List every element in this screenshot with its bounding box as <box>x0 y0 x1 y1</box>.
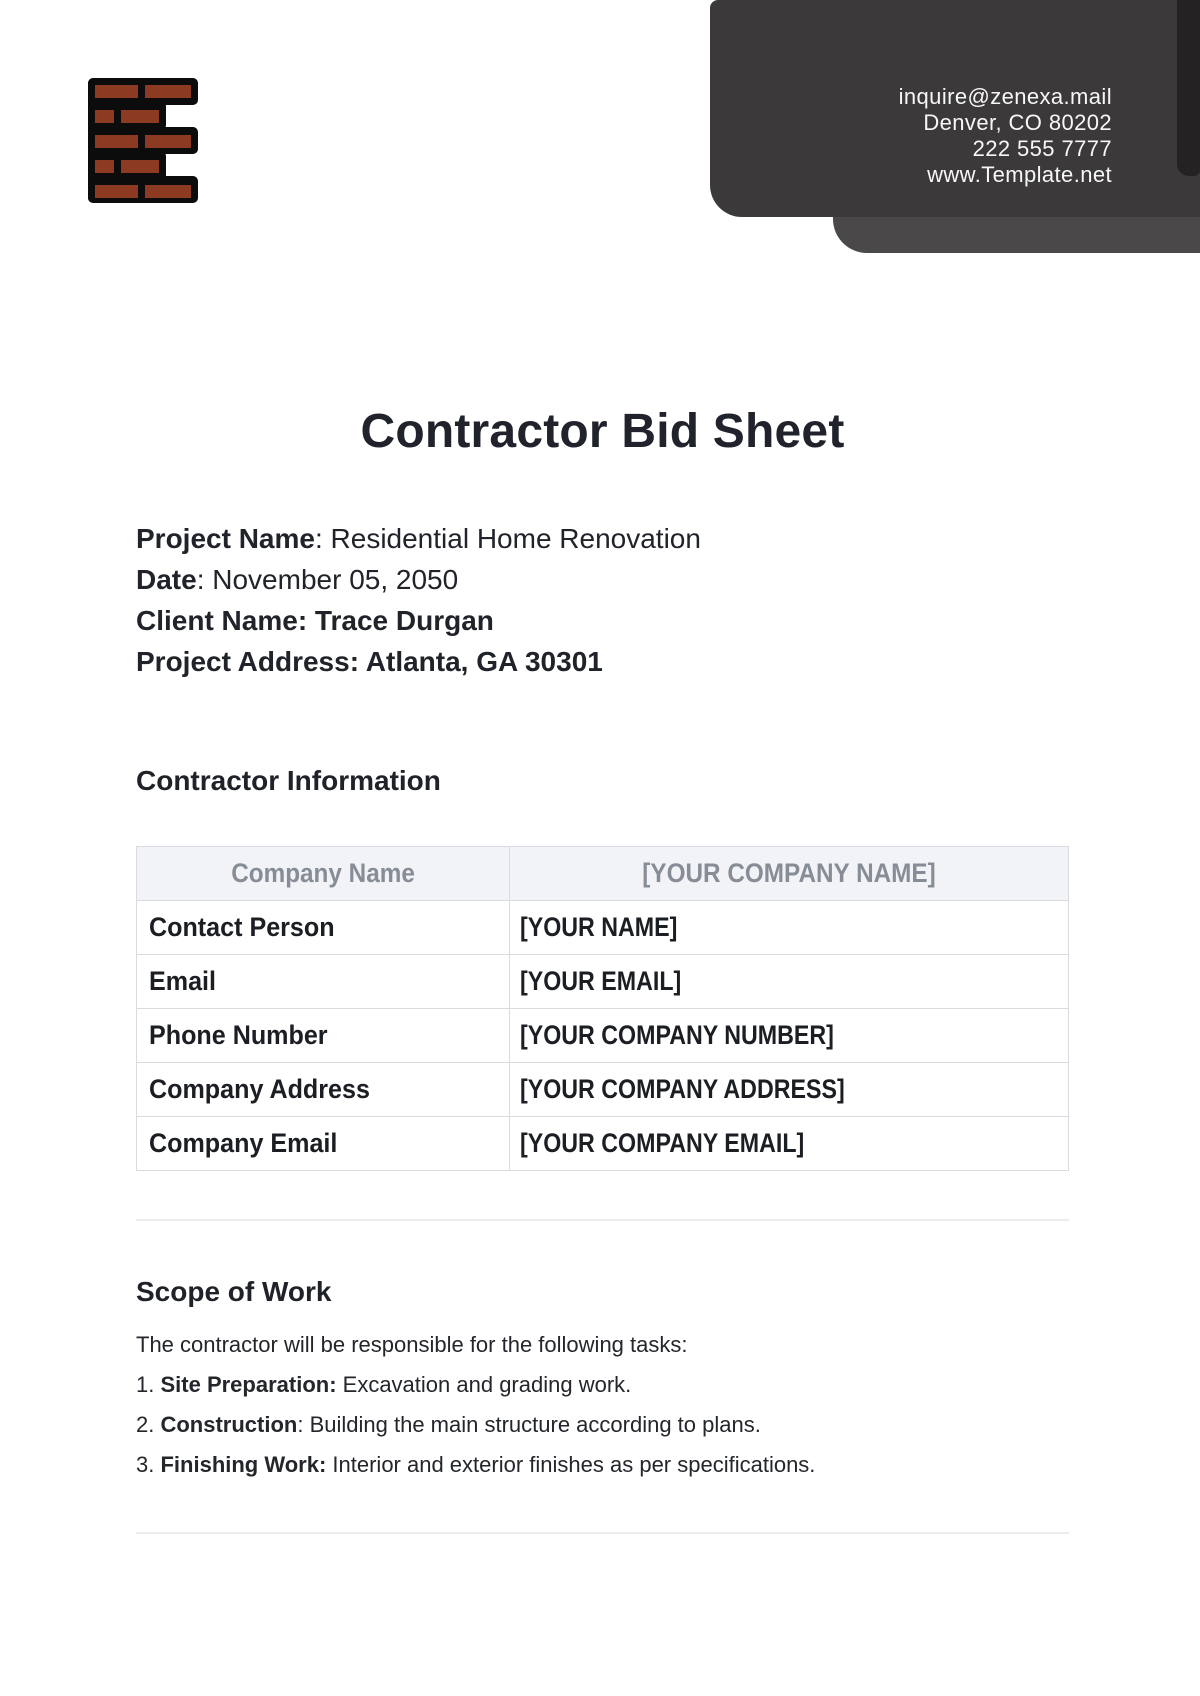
task-number: 3. <box>136 1452 155 1477</box>
document-content <box>136 0 1069 1534</box>
client-name-label: Client Name <box>136 605 298 636</box>
project-info-line-client <box>136 600 1069 641</box>
contact-phone: 222 555 7777 <box>972 136 1112 161</box>
project-info <box>136 518 1069 682</box>
table-row <box>137 955 1069 1009</box>
row-value-cell <box>510 1117 1069 1171</box>
table-row <box>137 1063 1069 1117</box>
project-info-line-address <box>136 641 1069 682</box>
company-name-placeholder: [YOUR COMPANY NAME] <box>642 858 936 888</box>
table-header-value-cell <box>510 847 1069 901</box>
contact-person-value: [YOUR NAME] <box>520 912 678 942</box>
company-name-header: Company Name <box>231 858 415 888</box>
project-address-value: : Atlanta, GA 30301 <box>349 646 603 677</box>
phone-number-value: [YOUR COMPANY NUMBER] <box>520 1020 834 1050</box>
project-info-line-date <box>136 559 1069 600</box>
task-term: Construction <box>160 1412 298 1437</box>
contact-website: www.Template.net <box>927 162 1112 187</box>
date-value: : November 05, 2050 <box>196 564 459 595</box>
row-value-cell <box>510 955 1069 1009</box>
date-label: Date <box>136 564 197 595</box>
table-row <box>137 901 1069 955</box>
table-header-row <box>137 847 1069 901</box>
project-name-label: Project Name <box>136 523 315 554</box>
project-name-value: : Residential Home Renovation <box>314 523 701 554</box>
company-address-label: Company Address <box>149 1074 370 1104</box>
contact-person-label: Contact Person <box>149 912 335 942</box>
project-info-line-name <box>136 518 1069 559</box>
email-value: [YOUR EMAIL] <box>520 966 682 996</box>
section-divider <box>136 1532 1069 1534</box>
phone-number-label: Phone Number <box>149 1020 328 1050</box>
project-address-label: Project Address <box>136 646 350 677</box>
company-email-label: Company Email <box>149 1128 338 1158</box>
row-label-cell <box>137 1063 510 1117</box>
row-label-cell <box>137 901 510 955</box>
task-desc: Excavation and grading work. <box>336 1372 632 1397</box>
task-item <box>136 1365 1069 1405</box>
page-title: Contractor Bid Sheet <box>360 405 845 458</box>
table-row <box>137 1009 1069 1063</box>
task-term: Finishing Work: <box>160 1452 327 1477</box>
contractor-info-table <box>136 846 1069 1171</box>
company-email-value: [YOUR COMPANY EMAIL] <box>520 1128 805 1158</box>
row-label-cell <box>137 1117 510 1171</box>
client-name-value: : Trace Durgan <box>297 605 494 636</box>
scope-of-work-heading: Scope of Work <box>136 1276 332 1307</box>
section-divider <box>136 1219 1069 1221</box>
scope-intro-text: The contractor will be responsible for the following tasks: <box>136 1332 688 1357</box>
row-value-cell <box>510 1063 1069 1117</box>
row-value-cell <box>510 1009 1069 1063</box>
task-number: 1. <box>136 1372 155 1397</box>
table-header-label-cell <box>137 847 510 901</box>
task-item <box>136 1405 1069 1445</box>
task-number: 2. <box>136 1412 155 1437</box>
contact-email: inquire@zenexa.mail <box>898 84 1112 109</box>
task-desc: : Building the main structure according to plans. <box>297 1412 761 1437</box>
row-label-cell <box>137 1009 510 1063</box>
header-panel-side-tab <box>1177 0 1200 176</box>
task-item <box>136 1445 1069 1485</box>
task-desc: Interior and exterior finishes as per specifications. <box>326 1452 816 1477</box>
contractor-information-heading: Contractor Information <box>136 765 441 796</box>
contact-address: Denver, CO 80202 <box>923 110 1112 135</box>
company-address-value: [YOUR COMPANY ADDRESS] <box>520 1074 845 1104</box>
email-label: Email <box>149 966 217 996</box>
task-list <box>136 1365 1069 1485</box>
row-label-cell <box>137 955 510 1009</box>
table-row <box>137 1117 1069 1171</box>
row-value-cell <box>510 901 1069 955</box>
task-term: Site Preparation: <box>160 1372 337 1397</box>
